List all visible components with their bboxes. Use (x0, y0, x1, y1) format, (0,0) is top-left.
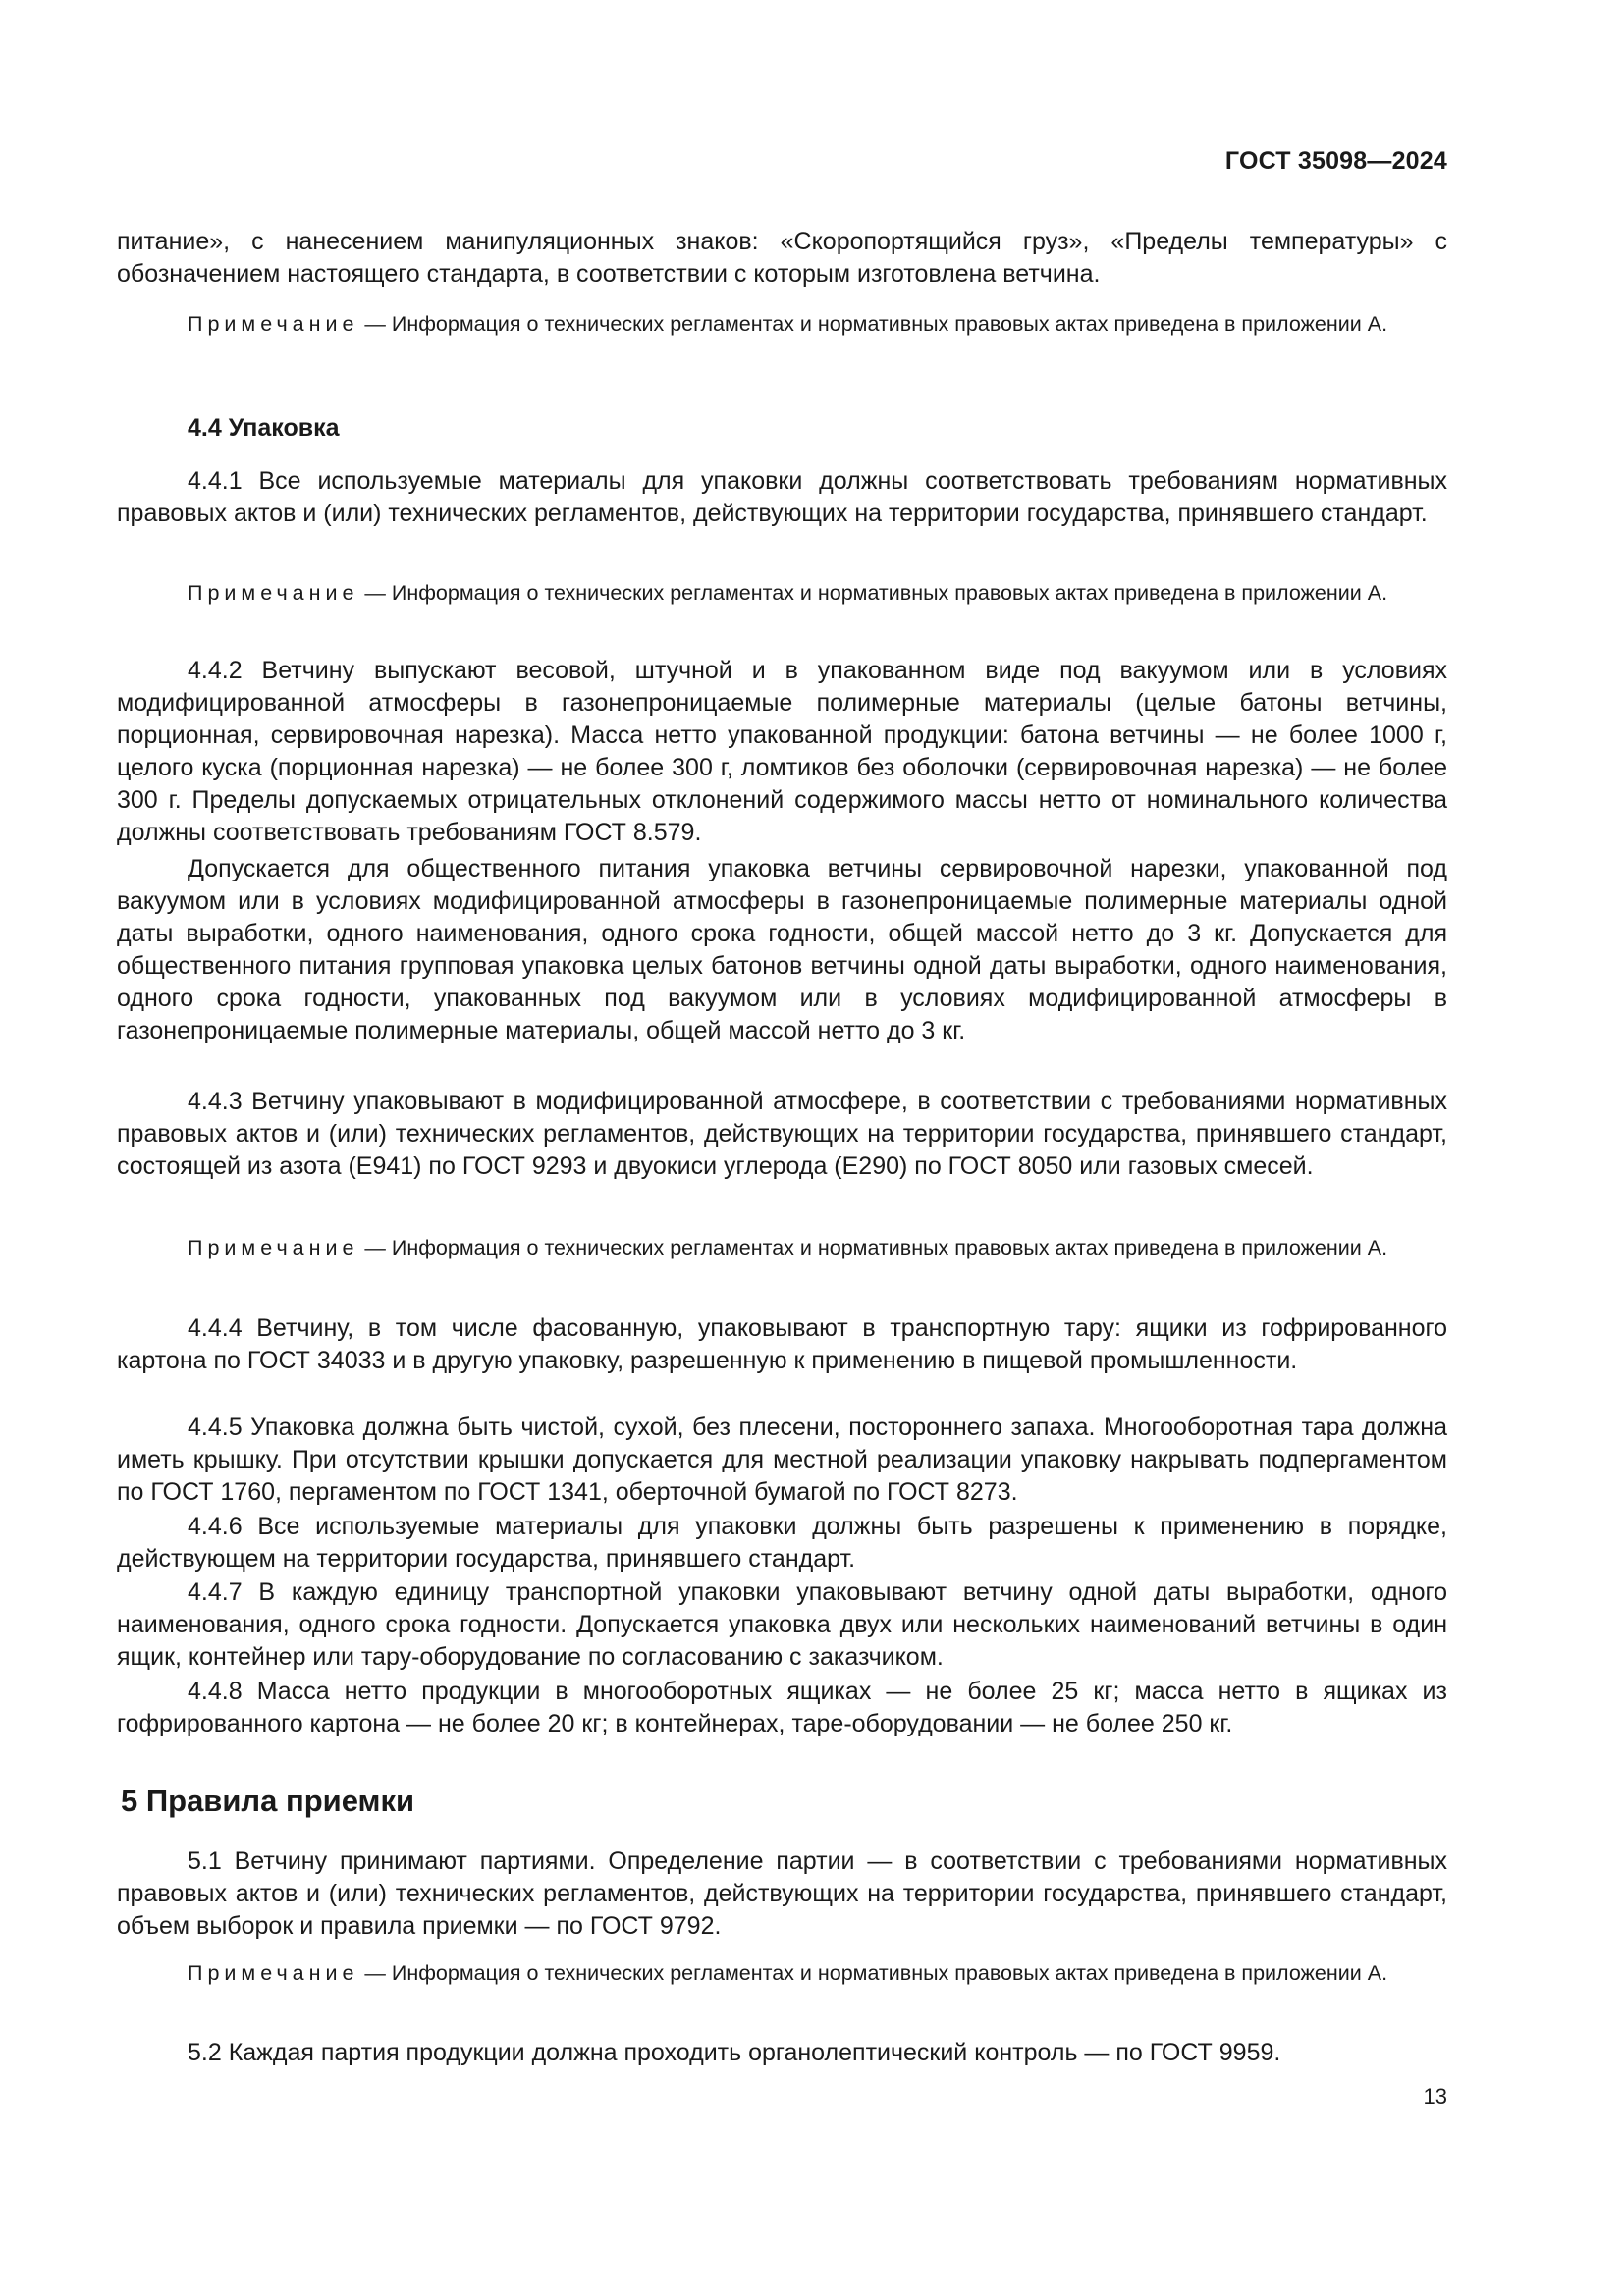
paragraph-4-4-3: 4.4.3 Ветчину упаковывают в модифицированной атмосфере, в соответствии с требованиями нормативных правовых актов и (или) технических регламентов, действующих на территории государства, принявшего стандарт, состоящей из азота (Е941) по ГОСТ 9293 и двуокиси углерода (Е290) по ГОСТ 8050 или газовых смесей. (117, 1088, 1447, 1180)
note-2 (117, 579, 1447, 608)
note-3 (117, 1234, 1447, 1262)
note-text: — Информация о технических регламентах и нормативных правовых актах приведена в приложении А. (358, 312, 1388, 336)
note-1 (117, 310, 1447, 339)
note-label: Примечание (188, 581, 359, 605)
note-label: Примечание (188, 1961, 359, 1985)
note-label: Примечание (188, 1236, 359, 1259)
paragraph-5-2: 5.2 Каждая партия продукции должна проходить органолептический контроль — по ГОСТ 9959. (188, 2039, 1281, 2066)
paragraph-4-4-5: 4.4.5 Упаковка должна быть чистой, сухой, без плесени, постороннего запаха. Многооборотная тара должна иметь крышку. При отсутствии крышки допускается для местной реализации упаковку накрывать подпергаментом по ГОСТ 1760, пергаментом по ГОСТ 1341, оберточной бумагой по ГОСТ 8273. (117, 1414, 1447, 1506)
paragraph-4-4-6: 4.4.6 Все используемые материалы для упаковки должны быть разрешены к применению в порядке, действующем на территории государства, принявшего стандарт. (117, 1513, 1447, 1573)
paragraph-4-4-8: 4.4.8 Масса нетто продукции в многооборотных ящиках — не более 25 кг; масса нетто в ящиках из гофрированного картона — не более 20 кг; в контейнерах, таре-оборудовании — не более 250 кг. (117, 1678, 1447, 1737)
document-header: ГОСТ 35098—2024 (1224, 147, 1447, 175)
subsection-heading-4-4: 4.4 Упаковка (188, 414, 340, 442)
note-text: — Информация о технических регламентах и нормативных правовых актах приведена в приложении А. (358, 1236, 1388, 1259)
section-heading-5: 5 Правила приемки (121, 1784, 415, 1818)
page-number: 13 (1423, 2084, 1447, 2109)
note-label: Примечание (188, 312, 359, 336)
paragraph-4-4-2-continued: Допускается для общественного питания упаковка ветчины сервировочной нарезки, упакованной под вакуумом или в условиях модифицированной атмосферы в газонепроницаемые полимерные материалы одной даты выработки, одного наименования, одного срока годности, общей массой нетто до 3 кг. Допускается для общественного питания групповая упаковка целых батонов ветчины одной даты выработки, одного наименования, одного срока годности, упакованных под вакуумом или в условиях модифицированной атмосферы в газонепроницаемые полимерные материалы, общей массой нетто до 3 кг. (117, 855, 1447, 1044)
note-4 (117, 1959, 1447, 1988)
note-text: — Информация о технических регламентах и нормативных правовых актах приведена в приложении А. (358, 1961, 1388, 1985)
paragraph-4-4-7: 4.4.7 В каждую единицу транспортной упаковки упаковывают ветчину одной даты выработки, одного наименования, одного срока годности. Допускается упаковка двух или нескольких наименований ветчины в один ящик, контейнер или тару-оборудование по согласованию с заказчиком. (117, 1578, 1447, 1671)
paragraph-4-4-1: 4.4.1 Все используемые материалы для упаковки должны соответствовать требованиям нормативных правовых актов и (или) технических регламентов, действующих на территории государства, принявшего стандарт. (117, 467, 1447, 527)
paragraph-4-4-2: 4.4.2 Ветчину выпускают весовой, штучной и в упакованном виде под вакуумом или в условиях модифицированной атмосферы в газонепроницаемые полимерные материалы (целые батоны ветчины, порционная, сервировочная нарезка). Масса нетто упакованной продукции: батона ветчины — не более 1000 г, целого куска (порционная нарезка) — не более 300 г, ломтиков без оболочки (сервировочная нарезка) — не более 300 г. Пределы допускаемых отрицательных отклонений содержимого массы нетто от номинального количества должны соответствовать требованиям ГОСТ 8.579. (117, 657, 1447, 846)
paragraph-5-1: 5.1 Ветчину принимают партиями. Определение партии — в соответствии с требованиями нормативных правовых актов и (или) технических регламентов, действующих на территории государства, принявшего стандарт, объем выборок и правила приемки — по ГОСТ 9792. (117, 1847, 1447, 1940)
note-text: — Информация о технических регламентах и нормативных правовых актах приведена в приложении А. (358, 581, 1388, 605)
intro-paragraph: питание», с нанесением манипуляционных знаков: «Скоропортящийся груз», «Пределы температуры» с обозначением настоящего стандарта, в соответствии с которым изготовлена ветчина. (117, 228, 1447, 288)
paragraph-4-4-4: 4.4.4 Ветчину, в том числе фасованную, упаковывают в транспортную тару: ящики из гофрированного картона по ГОСТ 34033 и в другую упаковку, разрешенную к применению в пищевой промышленности. (117, 1314, 1447, 1374)
